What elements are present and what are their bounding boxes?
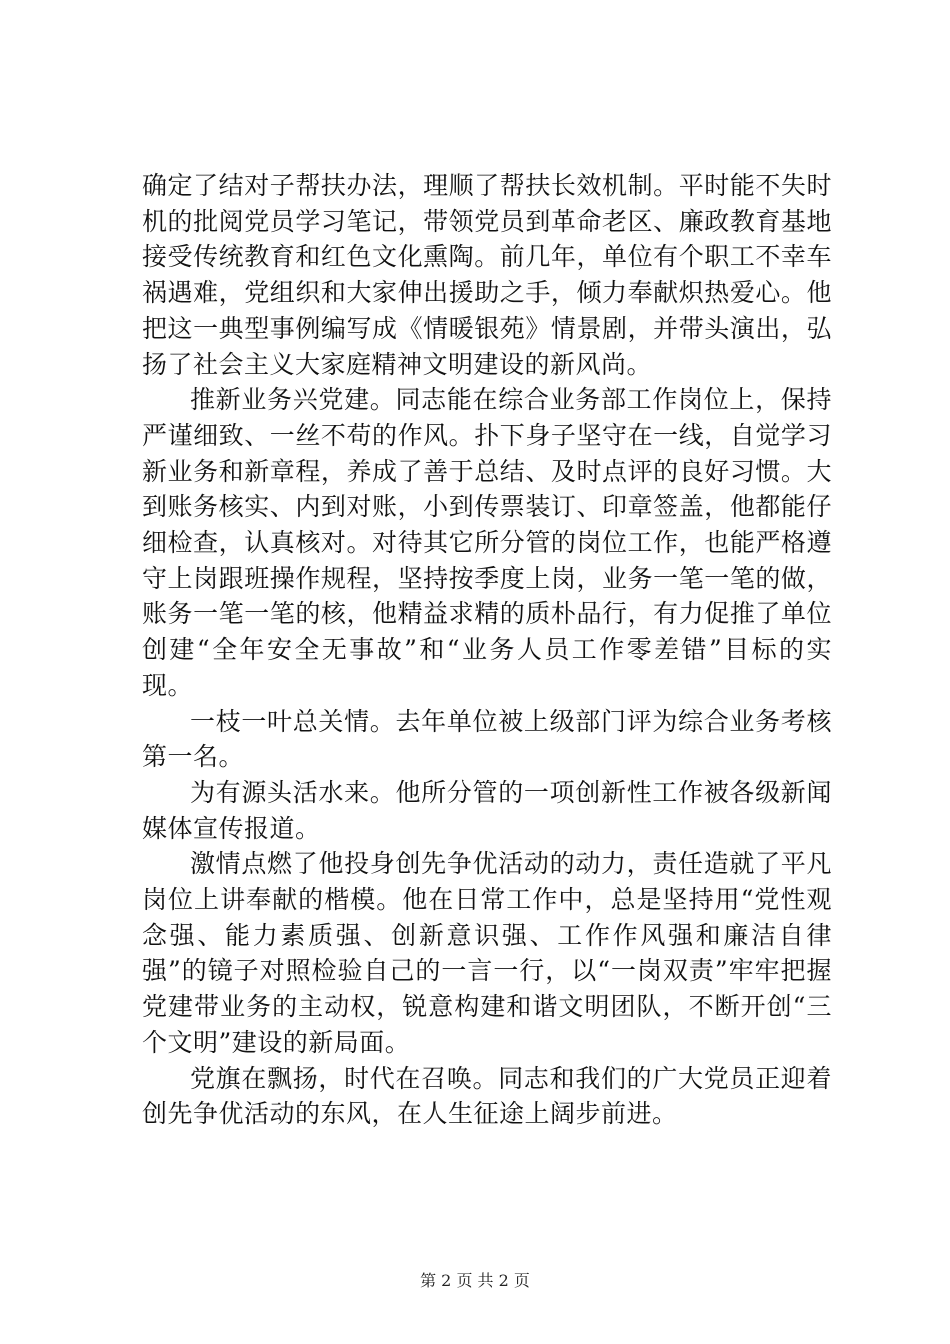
paragraph-passion: 激情点燃了他投身创先争优活动的动力，责任造就了平凡岗位上讲奉献的楷模。他在日常工作中，总是坚持用“党性观念强、能力素质强、创新意识强、工作作风强和廉洁自律强”的镜子对照检验自己的一言一行，以“一岗双责”牢牢把握党建带业务的主动权，锐意构建和谐文明团队，不断开创“三个文明”建设的新局面。 (142, 849, 832, 1057)
document-body (142, 168, 832, 1132)
paragraph-source-water: 为有源头活水来。他所分管的一项创新性工作被各级新闻媒体宣传报道。 (142, 777, 832, 843)
paragraph-party-flag: 党旗在飘扬，时代在召唤。同志和我们的广大党员正迎着创先争优活动的东风，在人生征途上阔步前进。 (142, 1063, 832, 1129)
paragraph-one-branch: 一枝一叶总关情。去年单位被上级部门评为综合业务考核第一名。 (142, 706, 832, 772)
paragraph-new-business: 推新业务兴党建。同志能在综合业务部工作岗位上，保持严谨细致、一丝不苟的作风。扑下身子坚守在一线，自觉学习新业务和新章程，养成了善于总结、及时点评的良好习惯。大到账务核实、内到对账，小到传票装订、印章签盖，他都能仔细检查，认真核对。对待其它所分管的岗位工作，也能严格遵守上岗跟班操作规程，坚持按季度上岗，业务一笔一笔的做，账务一笔一笔的核，他精益求精的质朴品行，有力促推了单位创建“全年安全无事故”和“业务人员工作零差错”目标的实现。 (142, 385, 832, 700)
paragraph-continuation: 确定了结对子帮扶办法，理顺了帮扶长效机制。平时能不失时机的批阅党员学习笔记，带领党员到革命老区、廉政教育基地接受传统教育和红色文化熏陶。前几年，单位有个职工不幸车祸遇难，党组织和大家伸出援助之手，倾力奉献炽热爱心。他把这一典型事例编写成《情暖银苑》情景剧，并带头演出，弘扬了社会主义大家庭精神文明建设的新风尚。 (142, 171, 832, 379)
page-number-footer: 第 2 页 共 2 页 (420, 1271, 530, 1290)
